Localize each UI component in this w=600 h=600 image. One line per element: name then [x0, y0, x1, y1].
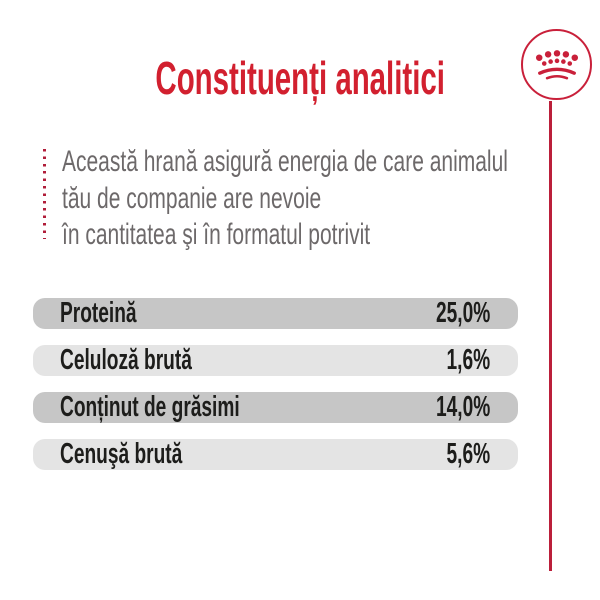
crown-icon [534, 48, 580, 81]
intro-line-2: tău de companie are nevoie [62, 181, 322, 215]
royal-canin-logo [521, 29, 592, 100]
table-row-protein [33, 298, 518, 329]
table-row-fat-content [33, 392, 518, 423]
row-value: 5,6% [446, 438, 490, 470]
table-row-crude-fibre [33, 345, 518, 376]
intro-block [62, 144, 600, 254]
row-label: Conținut de grăsimi [60, 391, 240, 423]
intro-line-1: Această hrană asigură energia de care animalul [62, 145, 508, 178]
dotted-accent-line [43, 149, 46, 239]
page-title [0, 52, 600, 104]
constituents-table [33, 298, 518, 486]
intro-line-3: în cantitatea şi în formatul potrivit [62, 218, 371, 251]
row-value: 25,0% [435, 297, 490, 329]
row-value: 14,0% [435, 391, 490, 423]
row-label: Celuloză brută [60, 344, 192, 376]
row-label: Cenuşă brută [60, 438, 183, 470]
page-title-text: Constituenți analitici [155, 52, 445, 104]
row-value: 1,6% [446, 344, 490, 376]
table-row-crude-ash [33, 439, 518, 470]
row-label: Proteină [60, 297, 137, 329]
